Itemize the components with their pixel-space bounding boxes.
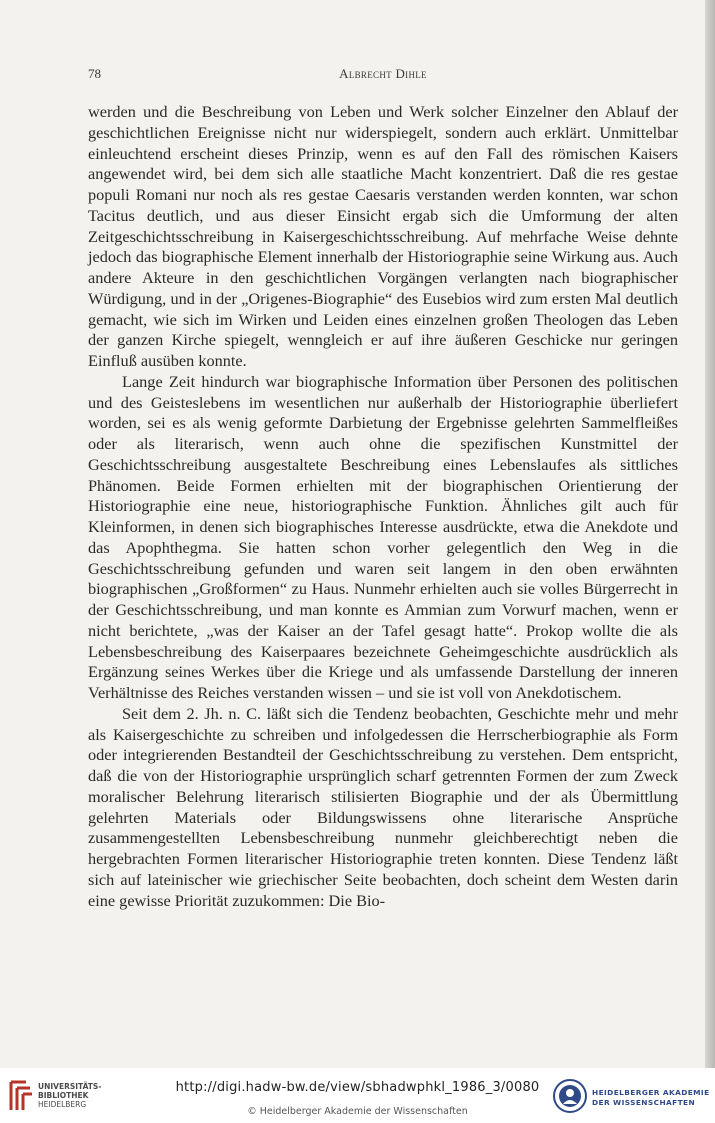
library-name-line1: UNIVERSITÄTS- (38, 1082, 102, 1091)
page-number: 78 (88, 66, 101, 81)
paragraph-3: Seit dem 2. Jh. n. C. läßt sich die Tendenz beobachten, Geschichte mehr und mehr als Kaisergeschichte zu schreiben und infolgedessen die Herrscherbiographie als Form oder integrierenden Bestandteil der Geschichtsschreibung zu verstehen. Dem entspricht, daß die von der Historiographie ursprünglich scharf getrennten Formen der zum Zweck moralischer Belehrung literarisch stilisierten Biographie und der als Übermittlung gelehrten Materials oder Bildungswissens ohne literarische Ansprüche zusammengestellten Lebensbeschreibung nunmehr gleichberechtigt neben die hergebrachten Formen literarischer Historiographie treten konnten. Diese Tendenz läßt sich auf lateinischer wie griechischer Seite beobachten, doch scheint dem Westen darin eine gewisse Priorität zuzukommen: Die Bio- (88, 703, 678, 910)
library-name-line3: HEIDELBERG (38, 1100, 87, 1109)
viewer-footer (0, 1068, 715, 1123)
copyright-notice: © Heidelberger Akademie der Wissenschaften (247, 1106, 468, 1117)
page-edge (705, 0, 715, 1068)
library-name-line2: BIBLIOTHEK (38, 1091, 89, 1100)
running-header-author: Albrecht Dihle (339, 66, 427, 81)
paragraph-2: Lange Zeit hindurch war biographische Information über Personen des politischen und des Geisteslebens im wesentlichen nur außerhalb der Historiographie überliefert worden, sei es als wenig geformte Darbietung der Ergebnisse gelehrten Sammelfleißes oder als literarisch, wenn auch ohne die spezifischen Kunstmittel der Geschichtsschreibung ausgestaltete Beschreibung eines Lebenslaufes als sittliches Phänomen. Beide Formen erhielten mit der biographischen Orientierung der Historiographie eine neue, historiographische Funktion. Ähnliches gilt auch für Kleinformen, in denen sich biographisches Interesse ausdrückte, etwa die Anekdote und das Apophthegma. Sie hatten schon vorher gelegentlich den Weg in die Geschichtsschreibung gefunden und waren seit langem in den oben erwähnten biographischen „Großformen“ zu Haus. Nunmehr erhielten auch sie volles Bürgerrecht in der Geschichtsschreibung, und man konnte es Ammian zum Vorwurf machen, wenn er nicht berichtete, „was der Kaiser an der Tafel gesagt hatte“. Prokop wollte die als Lebensbeschreibung des Kaiserpaares bezeichnete Geheimgeschichte ausdrücklich als Ergänzung seines Werkes über die Kriege und als umfassende Darstellung der inneren Verhältnisse des Reiches verstanden wissen – und sie ist voll von Anekdotischem. (88, 371, 678, 702)
academy-name-line1: HEIDELBERGER AKADEMIE (592, 1088, 710, 1097)
academy-name-line2: DER WISSENSCHAFTEN (592, 1097, 696, 1107)
paragraph-1: werden und die Beschreibung von Leben und Werk solcher Einzelner den Ablauf der geschichtlichen Ereignisse nicht nur widerspiegelt, sondern auch erklärt. Unmittelbar einleuchtend erscheint dieses Prinzip, wenn es auf den Fall des römischen Kaisers angewendet wird, bei dem sich alle staatliche Macht konzentriert. Daß die res gestae populi Romani nur noch als res gestae Caesaris verstanden werden konnten, war schon Tacitus deutlich, und aus dieser Einsicht ergab sich die Umformung der alten Zeitgeschichtsschreibung in Kaisergeschichtsschreibung. Auf mehrfache Weise dehnte jedoch das biographische Element innerhalb der Historiographie seine Wirkung aus. Auch andere Akteure in den geschichtlichen Vorgängen verlangten nach biographischer Würdigung, und in der „Origenes-Biographie“ des Eusebios wird zum ersten Mal deutlich gemacht, wie sich im Wirken und Leiden eines einzelnen großen Theologen das Leben der ganzen Kirche spiegelt, wenngleich er auf ihre äußeren Geschicke nur geringen Einfluß ausüben konnte. (88, 102, 678, 370)
academy-seal-icon (552, 1078, 588, 1114)
academy-logo-block[interactable] (552, 1078, 712, 1118)
permalink-url[interactable]: http://digi.hadw-bw.de/view/sbhadwphkl_1986_3/0080 (175, 1080, 540, 1095)
running-header (88, 66, 678, 86)
body-text (88, 102, 678, 911)
academy-name (592, 1088, 710, 1107)
